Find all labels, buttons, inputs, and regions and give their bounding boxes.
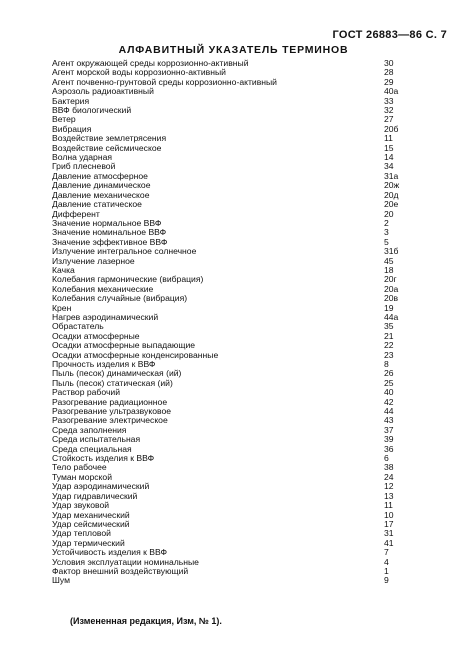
term-ref-number: 45 xyxy=(384,255,394,266)
term-ref-number: 23 xyxy=(384,349,394,360)
term-name: Удар гидравлический xyxy=(52,490,138,501)
term-ref-number: 1 xyxy=(384,565,389,576)
term-ref-number: 40 xyxy=(384,387,394,398)
term-row xyxy=(52,294,432,303)
term-ref-number: 37 xyxy=(384,424,394,435)
term-name: Агент почвенно-грунтовой среды коррозионно-активный xyxy=(52,76,277,87)
term-name: Колебания механические xyxy=(52,283,154,294)
term-name: Пыль (песок) статическая (ий) xyxy=(52,377,173,388)
term-name: Удар аэродинамический xyxy=(52,481,150,492)
amendment-note: (Измененная редакция, Изм, № 1). xyxy=(70,616,222,626)
term-name: Значение номинальное ВВФ xyxy=(52,227,167,238)
term-ref-number: 4 xyxy=(384,556,389,567)
term-ref-number: 20б xyxy=(384,123,399,134)
term-ref-number: 33 xyxy=(384,95,394,106)
term-name: ВВФ биологический xyxy=(52,105,132,116)
term-name: Аэрозоль радиоактивный xyxy=(52,86,154,97)
term-ref-number: 44 xyxy=(384,406,394,417)
term-row xyxy=(52,567,432,576)
term-name: Удар тепловой xyxy=(52,528,111,539)
term-ref-number: 21 xyxy=(384,330,394,341)
term-ref-number: 30 xyxy=(384,58,394,68)
term-ref-number: 17 xyxy=(384,518,394,529)
term-name: Колебания гармонические (вибрация) xyxy=(52,274,204,285)
term-ref-number: 34 xyxy=(384,161,394,172)
term-ref-number: 13 xyxy=(384,490,394,501)
term-ref-number: 20в xyxy=(384,293,399,304)
term-ref-number: 28 xyxy=(384,67,394,78)
term-ref-number: 31б xyxy=(384,246,399,257)
term-name: Бактерия xyxy=(52,95,90,106)
term-name: Крен xyxy=(52,302,72,313)
term-row xyxy=(52,492,432,501)
term-name: Ветер xyxy=(52,114,76,125)
term-ref-number: 22 xyxy=(384,340,394,351)
term-name: Шум xyxy=(52,575,70,586)
term-ref-number: 44а xyxy=(384,311,399,322)
term-ref-number: 20е xyxy=(384,199,399,210)
term-name: Агент морской воды коррозионно-активный xyxy=(52,67,226,78)
term-ref-number: 6 xyxy=(384,453,389,464)
term-name: Туман морской xyxy=(52,471,112,482)
term-ref-number: 8 xyxy=(384,359,389,369)
term-ref-number: 12 xyxy=(384,481,394,492)
term-ref-number: 11 xyxy=(384,500,393,511)
term-row xyxy=(52,115,432,124)
term-ref-number: 20а xyxy=(384,283,399,294)
term-name: Среда испытательная xyxy=(52,434,141,445)
term-name: Колебания случайные (вибрация) xyxy=(52,293,188,304)
term-ref-number: 43 xyxy=(384,415,394,426)
term-ref-number: 20д xyxy=(384,189,399,200)
term-ref-number: 20ж xyxy=(384,180,400,191)
term-ref-number: 14 xyxy=(384,152,394,163)
term-name: Воздействие землетрясения xyxy=(52,133,167,144)
term-name: Осадки атмосферные xyxy=(52,330,140,341)
term-name: Дифферент xyxy=(52,208,100,219)
term-name: Гриб плесневой xyxy=(52,161,116,172)
term-name: Агент окружающей среды коррозионно-активный xyxy=(52,58,249,68)
term-name: Среда заполнения xyxy=(52,424,127,435)
term-ref-number: 42 xyxy=(384,396,394,407)
term-name: Излучение интегральное солнечное xyxy=(52,246,197,257)
term-row xyxy=(52,257,432,266)
term-ref-number: 39 xyxy=(384,434,394,445)
term-name: Качка xyxy=(52,264,75,275)
term-name: Осадки атмосферные конденсированные xyxy=(52,349,219,360)
term-ref-number: 26 xyxy=(384,368,394,379)
term-row xyxy=(52,313,432,322)
term-name: Давление механическое xyxy=(52,189,150,200)
term-ref-number: 2 xyxy=(384,217,389,228)
term-name: Удар звуковой xyxy=(52,500,110,511)
term-ref-number: 20 xyxy=(384,208,394,219)
term-name: Удар термический xyxy=(52,537,125,548)
term-row xyxy=(52,106,432,115)
term-ref-number: 36 xyxy=(384,443,394,454)
term-name: Стойкость изделия к ВВФ xyxy=(52,453,155,464)
term-ref-number: 7 xyxy=(384,547,389,558)
term-index-list xyxy=(52,59,432,586)
term-name: Осадки атмосферные выпадающие xyxy=(52,340,196,351)
term-name: Удар сейсмический xyxy=(52,518,130,529)
term-name: Разогревание электрическое xyxy=(52,415,168,426)
term-name: Пыль (песок) динамическая (ий) xyxy=(52,368,182,379)
term-ref-number: 35 xyxy=(384,321,394,332)
term-row xyxy=(52,454,432,463)
term-ref-number: 3 xyxy=(384,227,389,238)
term-ref-number: 41 xyxy=(384,537,394,548)
term-ref-number: 15 xyxy=(384,142,394,153)
term-name: Давление динамическое xyxy=(52,180,151,191)
term-name: Тело рабочее xyxy=(52,462,107,473)
term-name: Вибрация xyxy=(52,123,92,134)
page-header: ГОСТ 26883—86 С. 7 xyxy=(332,29,447,41)
term-name: Устойчивость изделия к ВВФ xyxy=(52,547,167,558)
term-ref-number: 31 xyxy=(384,528,394,539)
term-name: Излучение лазерное xyxy=(52,255,135,266)
term-ref-number: 18 xyxy=(384,264,394,275)
term-name: Разогревание ультразвуковое xyxy=(52,406,172,417)
term-name: Фактор внешний воздействующий xyxy=(52,565,189,576)
term-ref-number: 40а xyxy=(384,86,399,97)
term-name: Волна ударная xyxy=(52,152,113,163)
term-name: Среда специальная xyxy=(52,443,132,454)
term-name: Разогревание радиационное xyxy=(52,396,168,407)
term-ref-number: 31а xyxy=(384,170,399,181)
term-name: Значение эффективное ВВФ xyxy=(52,236,168,247)
term-ref-number: 10 xyxy=(384,509,394,520)
term-name: Обрастатель xyxy=(52,321,104,332)
term-name: Раствор рабочий xyxy=(52,387,121,398)
term-name: Нагрев аэродинамический xyxy=(52,311,159,322)
term-ref-number: 20г xyxy=(384,274,397,285)
term-ref-number: 25 xyxy=(384,377,394,388)
term-ref-number: 24 xyxy=(384,471,394,482)
page-title: АЛФАВИТНЫЙ УКАЗАТЕЛЬ ТЕРМИНОВ xyxy=(118,44,349,56)
term-name: Давление статическое xyxy=(52,199,142,210)
term-ref-number: 32 xyxy=(384,105,394,116)
term-ref-number: 38 xyxy=(384,462,394,473)
term-ref-number: 27 xyxy=(384,114,394,125)
term-name: Значение нормальное ВВФ xyxy=(52,217,162,228)
term-ref-number: 9 xyxy=(384,575,389,586)
term-name: Давление атмосферное xyxy=(52,170,148,181)
term-ref-number: 11 xyxy=(384,133,393,144)
term-name: Прочность изделия к ВВФ xyxy=(52,359,156,369)
term-name: Условия эксплуатации номинальные xyxy=(52,556,199,567)
term-ref-number: 19 xyxy=(384,302,394,313)
term-row xyxy=(52,87,432,96)
term-row xyxy=(52,576,432,585)
term-row xyxy=(52,200,432,209)
term-name: Удар механический xyxy=(52,509,130,520)
term-ref-number: 5 xyxy=(384,236,389,247)
term-name: Воздействие сейсмическое xyxy=(52,142,162,153)
term-ref-number: 29 xyxy=(384,76,394,87)
